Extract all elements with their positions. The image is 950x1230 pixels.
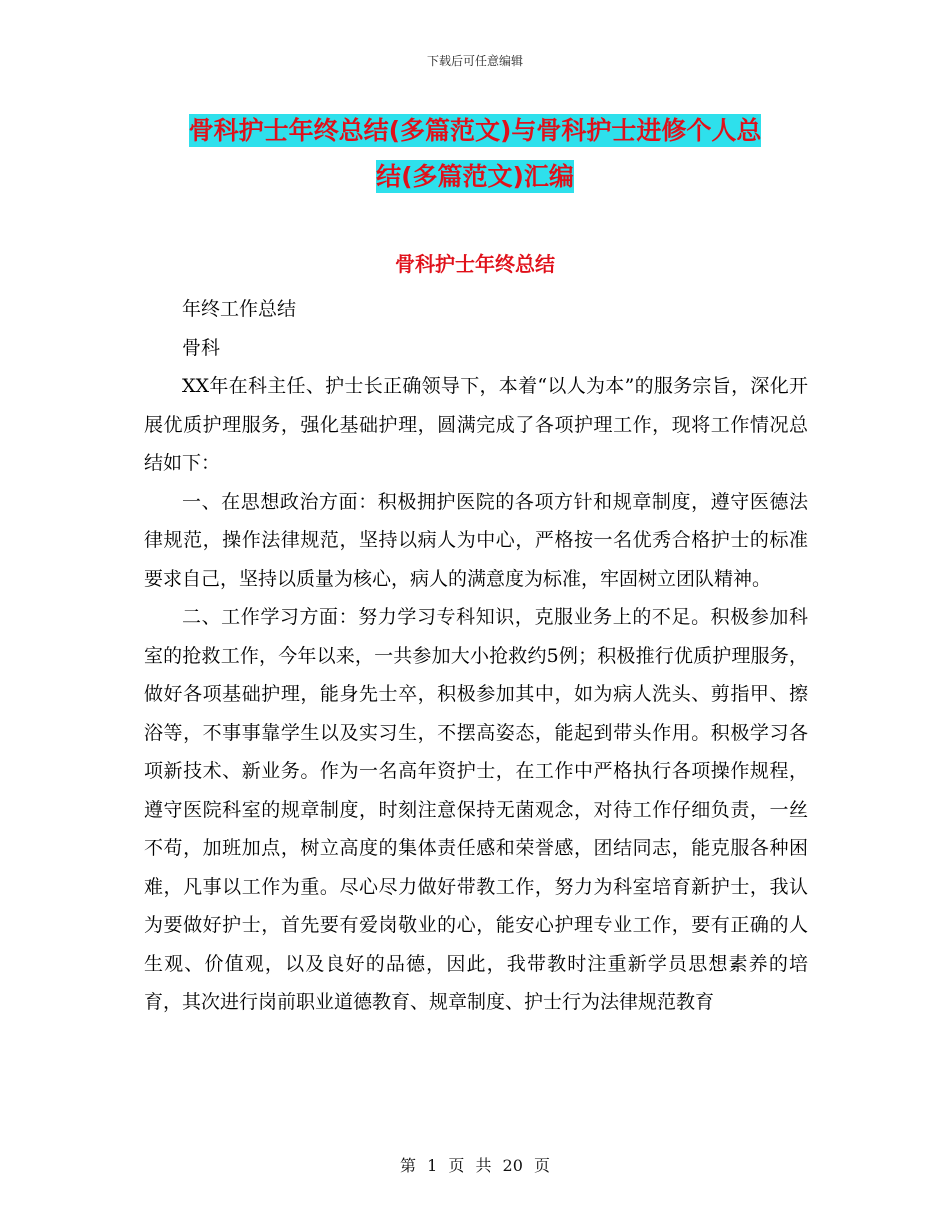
- document-title-line-2: 结(多篇范文)汇编: [376, 162, 574, 191]
- page-number: 第 1 页 共 20 页: [400, 1156, 550, 1175]
- page-header-note: 下载后可任意编辑: [426, 54, 523, 68]
- paragraph-work-study: 二、工作学习方面：努力学习专科知识，克服业务上的不足。积极参加科室的抢救工作，今年以来，一共参加大小抢救约5例；积极推行优质护理服务，做好各项基础护理，能身先士卒，积极参加其中，如为病人洗头、剪指甲、擦浴等，不事事靠学生以及实习生，不摆高姿态，能起到带头作用。积极学习各项新技术、新业务。作为一名高年资护士，在工作中严格执行各项操作规程，遵守医院科室的规章制度，时刻注意保持无菌观念，对待工作仔细负责，一丝不苟，加班加点，树立高度的集体责任感和荣誉感，团结同志，能克服各种困难，凡事以工作为重。尽心尽力做好带教工作，努力为科室培育新护士，我认为要做好护士，首先要有爱岗敬业的心，能安心护理专业工作，要有正确的人生观、价值观，以及良好的品德，因此，我带教时注重新学员思想素养的培育，其次进行岗前职业道德教育、规章制度、护士行为法律规范教育: [144, 606, 808, 1013]
- paragraph-heading: 年终工作总结: [182, 298, 297, 320]
- paragraph-department: 骨科: [182, 336, 221, 359]
- document-title-line-1: 骨科护士年终总结(多篇范文)与骨科护士进修个人总: [188, 116, 762, 145]
- document-body: [144, 290, 808, 1022]
- document-title: [0, 108, 950, 200]
- paragraph-political: 一、在思想政治方面：积极拥护医院的各项方针和规章制度，遵守医德法律规范，操作法律规范，坚持以病人为中心，严格按一名优秀合格护士的标准要求自己，坚持以质量为核心，病人的满意度为标准，牢固树立团队精神。: [144, 490, 808, 590]
- paragraph-intro: XX年在科主任、护士长正确领导下，本着“以人为本”的服务宗旨，深化开展优质护理服务，强化基础护理，圆满完成了各项护理工作，现将工作情况总结如下：: [144, 375, 808, 474]
- section-title: 骨科护士年终总结: [395, 252, 555, 276]
